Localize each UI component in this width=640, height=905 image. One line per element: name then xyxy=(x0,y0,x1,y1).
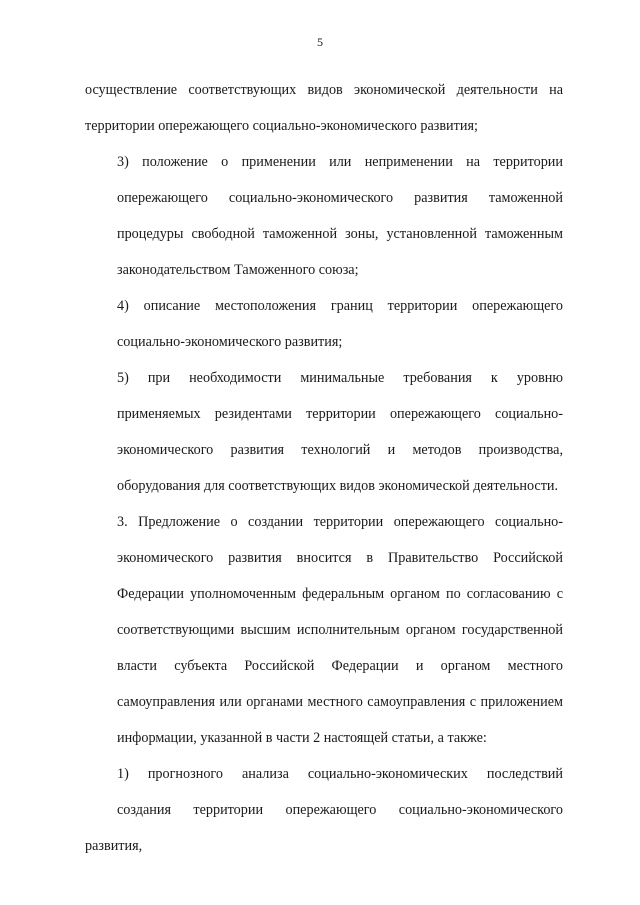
text-line: территории опережающего социально-экономического развития; xyxy=(85,118,478,134)
paragraph-continuation xyxy=(85,72,563,144)
paragraph-part-3 xyxy=(85,504,563,756)
text-line: опережающего социально-экономического развития таможенной xyxy=(117,190,563,206)
text-line: процедуры свободной таможенной зоны, установленной таможенным xyxy=(117,226,563,242)
text-line: применяемых резидентами территории опережающего социально- xyxy=(117,406,563,422)
text-line: соответствующими высшим исполнительным органом государственной xyxy=(117,622,563,638)
paragraph-item-4 xyxy=(85,288,563,360)
text-line: Федерации уполномоченным федеральным органом по согласованию с xyxy=(117,586,563,602)
paragraph-item-3 xyxy=(85,144,563,288)
text-line: 5) при необходимости минимальные требования к уровню xyxy=(117,370,563,386)
text-line: власти субъекта Российской Федерации и органом местного xyxy=(117,658,563,674)
text-line: 4) описание местоположения границ территории опережающего xyxy=(117,298,563,314)
text-line: 1) прогнозного анализа социально-экономических последствий xyxy=(117,766,563,782)
page-number: 5 xyxy=(317,35,323,49)
paragraph-subitem-1 xyxy=(85,756,563,864)
text-line: экономического развития технологий и методов производства, xyxy=(117,442,563,458)
paragraph-item-5 xyxy=(85,360,563,504)
text-line: социально-экономического развития; xyxy=(117,334,343,350)
text-line: 3. Предложение о создании территории опережающего социально- xyxy=(117,514,563,530)
text-line: осуществление соответствующих видов экономической деятельности на xyxy=(85,82,563,98)
text-line: экономического развития вносится в Правительство Российской xyxy=(117,550,563,566)
text-line: оборудования для соответствующих видов экономической деятельности. xyxy=(117,478,559,494)
text-line: 3) положение о применении или неприменении на территории xyxy=(117,154,563,170)
text-line: самоуправления или органами местного самоуправления с приложением xyxy=(117,694,563,710)
document-body xyxy=(85,72,563,864)
text-line: информации, указанной в части 2 настоящей статьи, а также: xyxy=(117,730,487,746)
text-line: законодательством Таможенного союза; xyxy=(117,262,359,278)
text-line: создания территории опережающего социально-экономического развития, xyxy=(85,802,563,854)
